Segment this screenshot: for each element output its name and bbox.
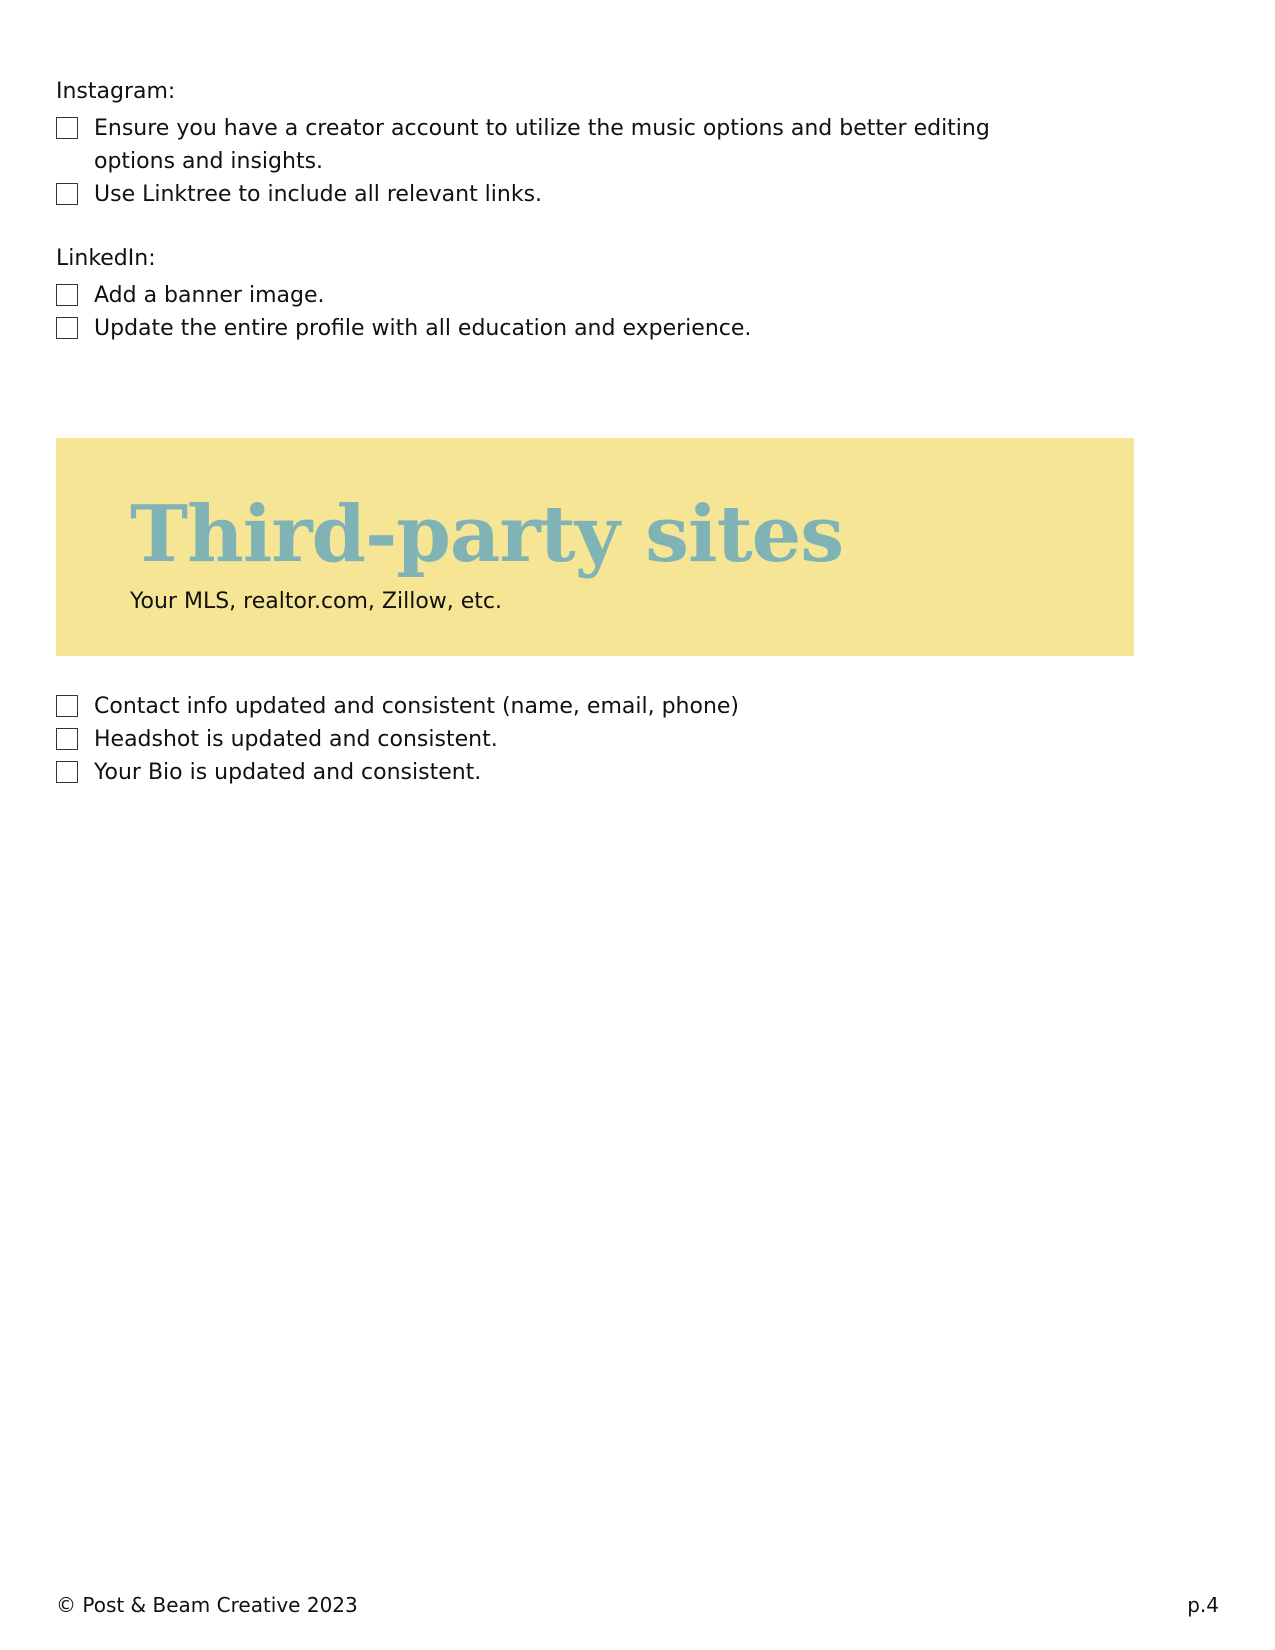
checkbox[interactable] bbox=[56, 183, 78, 205]
checklist-item bbox=[56, 723, 1156, 756]
checklist-item bbox=[56, 279, 1156, 312]
checkbox[interactable] bbox=[56, 761, 78, 783]
checklist-item bbox=[56, 112, 1156, 178]
checkbox[interactable] bbox=[56, 317, 78, 339]
checklist-item-text: Contact info updated and consistent (name, email, phone) bbox=[94, 694, 740, 719]
checkbox[interactable] bbox=[56, 695, 78, 717]
banner-subtitle: Your MLS, realtor.com, Zillow, etc. bbox=[130, 589, 503, 614]
checklist-item-text: Use Linktree to include all relevant links. bbox=[94, 182, 543, 207]
linkedin-label: LinkedIn: bbox=[56, 246, 156, 271]
banner-title: Third-party sites bbox=[130, 489, 844, 580]
checklist-item-text: Add a banner image. bbox=[94, 283, 325, 308]
checkbox[interactable] bbox=[56, 117, 78, 139]
checkbox[interactable] bbox=[56, 284, 78, 306]
checklist-item bbox=[56, 756, 1156, 789]
checklist-item-text: Ensure you have a creator account to utilize the music options and better editing options and insights. bbox=[94, 116, 990, 174]
third-party-banner bbox=[56, 438, 1134, 656]
checklist-item-text: Headshot is updated and consistent. bbox=[94, 727, 498, 752]
checkbox[interactable] bbox=[56, 728, 78, 750]
footer-copyright: © Post & Beam Creative 2023 bbox=[56, 1593, 358, 1617]
checklist-item-text: Update the entire profile with all education and experience. bbox=[94, 316, 752, 341]
checklist-item bbox=[56, 690, 1156, 723]
linkedin-section bbox=[56, 245, 1156, 345]
footer-page-number: p.4 bbox=[1187, 1593, 1219, 1617]
checklist-item bbox=[56, 178, 1156, 211]
instagram-section bbox=[56, 78, 1156, 211]
checklist-item-text: Your Bio is updated and consistent. bbox=[94, 760, 482, 785]
checklist-item bbox=[56, 312, 1156, 345]
instagram-label: Instagram: bbox=[56, 79, 176, 104]
third-party-checklist bbox=[56, 690, 1156, 789]
